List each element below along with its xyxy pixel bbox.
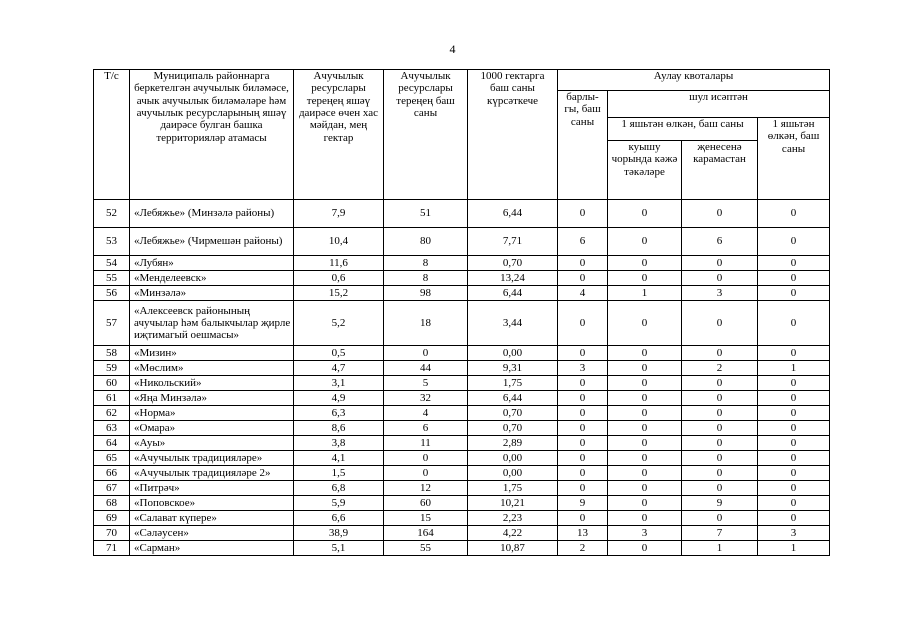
quota-regardless-of-sex: 0 (682, 301, 758, 346)
territory-name: «Норма» (130, 406, 294, 421)
row-number: 69 (94, 511, 130, 526)
resource-count: 6 (384, 421, 468, 436)
resource-count: 12 (384, 481, 468, 496)
habitat-area: 5,9 (294, 496, 384, 511)
quota-regardless-of-sex: 0 (682, 391, 758, 406)
row-number: 55 (94, 271, 130, 286)
resource-count: 8 (384, 256, 468, 271)
habitat-area: 6,3 (294, 406, 384, 421)
quota-younger: 0 (758, 256, 830, 271)
header-regardless-of-sex: җенесенә карамастан (682, 141, 758, 200)
quota-with-horns: 0 (608, 481, 682, 496)
quota-younger: 0 (758, 228, 830, 256)
density: 0,70 (468, 406, 558, 421)
quota-with-horns: 0 (608, 271, 682, 286)
resource-count: 51 (384, 200, 468, 228)
habitat-area: 15,2 (294, 286, 384, 301)
table-row (94, 391, 830, 406)
quota-regardless-of-sex: 7 (682, 526, 758, 541)
habitat-area: 0,6 (294, 271, 384, 286)
quota-total: 13 (558, 526, 608, 541)
quota-total: 0 (558, 376, 608, 391)
habitat-area: 10,4 (294, 228, 384, 256)
quota-total: 0 (558, 406, 608, 421)
quota-regardless-of-sex: 3 (682, 286, 758, 301)
resource-count: 32 (384, 391, 468, 406)
quota-regardless-of-sex: 2 (682, 361, 758, 376)
table-row (94, 256, 830, 271)
density: 2,89 (468, 436, 558, 451)
resource-count: 0 (384, 466, 468, 481)
quota-regardless-of-sex: 0 (682, 421, 758, 436)
quota-with-horns: 0 (608, 256, 682, 271)
habitat-area: 38,9 (294, 526, 384, 541)
quota-with-horns: 0 (608, 391, 682, 406)
header-with-horns: куышу чорында кәжә тәкәләре (608, 141, 682, 200)
quota-regardless-of-sex: 0 (682, 466, 758, 481)
quota-regardless-of-sex: 0 (682, 271, 758, 286)
territory-name: «Ачучылык традицияләре» (130, 451, 294, 466)
header-older-than-one: 1 яшьтән өлкән, баш саны (608, 118, 758, 141)
quota-regardless-of-sex: 9 (682, 496, 758, 511)
table-row (94, 436, 830, 451)
quota-total: 4 (558, 286, 608, 301)
quota-regardless-of-sex: 0 (682, 256, 758, 271)
density: 4,22 (468, 526, 558, 541)
header-younger-than-one: 1 яшьтән өлкән, баш саны (758, 118, 830, 200)
resource-count: 8 (384, 271, 468, 286)
table-row (94, 286, 830, 301)
density: 10,21 (468, 496, 558, 511)
quota-with-horns: 0 (608, 451, 682, 466)
quota-total: 0 (558, 391, 608, 406)
header-habitat-area: Ачучылык ресурслары тереңең яшәү даирәсе өчен хас мәйдан, мең гектар (294, 70, 384, 200)
quota-total: 0 (558, 421, 608, 436)
quota-total: 6 (558, 228, 608, 256)
row-number: 58 (94, 346, 130, 361)
quota-younger: 0 (758, 391, 830, 406)
resource-count: 55 (384, 541, 468, 556)
table-row (94, 346, 830, 361)
quota-regardless-of-sex: 0 (682, 511, 758, 526)
quota-with-horns: 0 (608, 496, 682, 511)
territory-name: «Салават күпере» (130, 511, 294, 526)
habitat-area: 5,1 (294, 541, 384, 556)
quota-total: 9 (558, 496, 608, 511)
resource-count: 80 (384, 228, 468, 256)
habitat-area: 3,8 (294, 436, 384, 451)
row-number: 54 (94, 256, 130, 271)
table-row (94, 511, 830, 526)
hunting-quota-table (93, 69, 830, 556)
header-territory-name: Муниципаль районнарга беркетелгән ачучылык биләмәсе, ачык ачучылык биләмәләре һәм ачучылык ресурсларының яшәү даирәсе булган башка территорияләр атамасы (130, 70, 294, 200)
territory-name: «Ауы» (130, 436, 294, 451)
page-number: 4 (449, 42, 456, 56)
quota-younger: 1 (758, 361, 830, 376)
resource-count: 164 (384, 526, 468, 541)
quota-younger: 3 (758, 526, 830, 541)
row-number: 62 (94, 406, 130, 421)
density: 0,70 (468, 421, 558, 436)
table-row (94, 406, 830, 421)
territory-name: «Никольский» (130, 376, 294, 391)
header-number: Т/с (94, 70, 130, 200)
row-number: 52 (94, 200, 130, 228)
row-number: 59 (94, 361, 130, 376)
density: 0,00 (468, 466, 558, 481)
quota-younger: 0 (758, 436, 830, 451)
resource-count: 44 (384, 361, 468, 376)
habitat-area: 4,9 (294, 391, 384, 406)
row-number: 68 (94, 496, 130, 511)
quota-total: 3 (558, 361, 608, 376)
territory-name: «Мизин» (130, 346, 294, 361)
quota-younger: 1 (758, 541, 830, 556)
quota-younger: 0 (758, 286, 830, 301)
row-number: 64 (94, 436, 130, 451)
territory-name: «Сәләусен» (130, 526, 294, 541)
quota-total: 0 (558, 346, 608, 361)
density: 6,44 (468, 286, 558, 301)
resource-count: 60 (384, 496, 468, 511)
territory-name: «Сарман» (130, 541, 294, 556)
habitat-area: 6,8 (294, 481, 384, 496)
table-row (94, 541, 830, 556)
quota-total: 0 (558, 271, 608, 286)
density: 2,23 (468, 511, 558, 526)
quota-younger: 0 (758, 346, 830, 361)
table-row (94, 200, 830, 228)
quota-with-horns: 1 (608, 286, 682, 301)
resource-count: 0 (384, 451, 468, 466)
habitat-area: 0,5 (294, 346, 384, 361)
density: 0,70 (468, 256, 558, 271)
quota-younger: 0 (758, 511, 830, 526)
row-number: 61 (94, 391, 130, 406)
quota-total: 0 (558, 301, 608, 346)
resource-count: 15 (384, 511, 468, 526)
territory-name: «Лебяжье» (Минзәлә районы) (130, 200, 294, 228)
table-row (94, 376, 830, 391)
quota-total: 0 (558, 436, 608, 451)
habitat-area: 7,9 (294, 200, 384, 228)
table-row (94, 301, 830, 346)
density: 3,44 (468, 301, 558, 346)
quota-total: 0 (558, 451, 608, 466)
row-number: 71 (94, 541, 130, 556)
quota-regardless-of-sex: 0 (682, 451, 758, 466)
territory-name: «Питрәч» (130, 481, 294, 496)
table-row (94, 526, 830, 541)
habitat-area: 5,2 (294, 301, 384, 346)
quota-with-horns: 0 (608, 376, 682, 391)
resource-count: 5 (384, 376, 468, 391)
resource-count: 98 (384, 286, 468, 301)
quota-with-horns: 0 (608, 406, 682, 421)
territory-name: «Омара» (130, 421, 294, 436)
header-resource-count: Ачучылык ресурслары тереңең баш саны (384, 70, 468, 200)
territory-name: «Яңа Минзәлә» (130, 391, 294, 406)
quota-with-horns: 3 (608, 526, 682, 541)
density: 6,44 (468, 200, 558, 228)
density: 1,75 (468, 376, 558, 391)
quota-with-horns: 0 (608, 346, 682, 361)
table-row (94, 466, 830, 481)
table-row (94, 496, 830, 511)
table-row (94, 421, 830, 436)
territory-name: «Лебяжье» (Чирмешән районы) (130, 228, 294, 256)
quota-regardless-of-sex: 0 (682, 436, 758, 451)
quota-regardless-of-sex: 1 (682, 541, 758, 556)
quota-regardless-of-sex: 6 (682, 228, 758, 256)
quota-with-horns: 0 (608, 228, 682, 256)
resource-count: 0 (384, 346, 468, 361)
quota-with-horns: 0 (608, 421, 682, 436)
quota-total: 0 (558, 200, 608, 228)
header-of-which: шул исәптән (608, 91, 830, 118)
quota-regardless-of-sex: 0 (682, 376, 758, 391)
territory-name: «Менделеевск» (130, 271, 294, 286)
density: 6,44 (468, 391, 558, 406)
territory-name: «Лубян» (130, 256, 294, 271)
table-row (94, 228, 830, 256)
row-number: 57 (94, 301, 130, 346)
territory-name: «Мөслим» (130, 361, 294, 376)
row-number: 66 (94, 466, 130, 481)
habitat-area: 11,6 (294, 256, 384, 271)
territory-name: «Ачучылык традицияләре 2» (130, 466, 294, 481)
table-row (94, 481, 830, 496)
row-number: 70 (94, 526, 130, 541)
quota-regardless-of-sex: 0 (682, 406, 758, 421)
row-number: 63 (94, 421, 130, 436)
resource-count: 18 (384, 301, 468, 346)
density: 7,71 (468, 228, 558, 256)
row-number: 53 (94, 228, 130, 256)
quota-total: 0 (558, 466, 608, 481)
quota-younger: 0 (758, 481, 830, 496)
quota-younger: 0 (758, 406, 830, 421)
quota-younger: 0 (758, 376, 830, 391)
territory-name: «Алексеевск районының ачучылар һәм балыкчылар җирле иҗтимагый оешмасы» (130, 301, 294, 346)
quota-with-horns: 0 (608, 200, 682, 228)
quota-with-horns: 0 (608, 466, 682, 481)
habitat-area: 4,1 (294, 451, 384, 466)
table-row (94, 451, 830, 466)
territory-name: «Минзәлә» (130, 286, 294, 301)
quota-total: 2 (558, 541, 608, 556)
habitat-area: 6,6 (294, 511, 384, 526)
quota-younger: 0 (758, 496, 830, 511)
row-number: 65 (94, 451, 130, 466)
density: 10,87 (468, 541, 558, 556)
quota-with-horns: 0 (608, 361, 682, 376)
quota-younger: 0 (758, 451, 830, 466)
quota-total: 0 (558, 511, 608, 526)
resource-count: 11 (384, 436, 468, 451)
habitat-area: 3,1 (294, 376, 384, 391)
density: 13,24 (468, 271, 558, 286)
quota-younger: 0 (758, 271, 830, 286)
quota-regardless-of-sex: 0 (682, 346, 758, 361)
quota-with-horns: 0 (608, 301, 682, 346)
quota-regardless-of-sex: 0 (682, 200, 758, 228)
header-quota-group: Аулау квоталары (558, 70, 830, 91)
header-density: 1000 гектарга баш саны күрсәткече (468, 70, 558, 200)
quota-younger: 0 (758, 466, 830, 481)
density: 0,00 (468, 346, 558, 361)
quota-with-horns: 0 (608, 511, 682, 526)
quota-with-horns: 0 (608, 541, 682, 556)
quota-younger: 0 (758, 301, 830, 346)
quota-with-horns: 0 (608, 436, 682, 451)
row-number: 60 (94, 376, 130, 391)
resource-count: 4 (384, 406, 468, 421)
density: 1,75 (468, 481, 558, 496)
density: 0,00 (468, 451, 558, 466)
row-number: 56 (94, 286, 130, 301)
habitat-area: 8,6 (294, 421, 384, 436)
quota-total: 0 (558, 481, 608, 496)
quota-total: 0 (558, 256, 608, 271)
density: 9,31 (468, 361, 558, 376)
quota-younger: 0 (758, 421, 830, 436)
quota-younger: 0 (758, 200, 830, 228)
table-row (94, 271, 830, 286)
header-quota-total: барлы-гы, баш саны (558, 91, 608, 200)
row-number: 67 (94, 481, 130, 496)
habitat-area: 4,7 (294, 361, 384, 376)
table-row (94, 361, 830, 376)
habitat-area: 1,5 (294, 466, 384, 481)
territory-name: «Поповское» (130, 496, 294, 511)
quota-regardless-of-sex: 0 (682, 481, 758, 496)
